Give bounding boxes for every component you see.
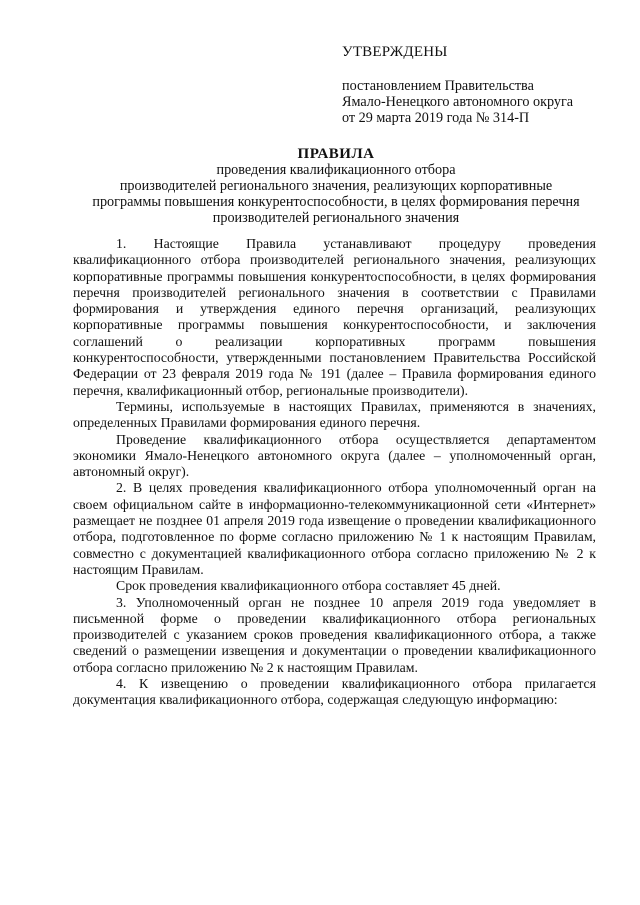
paragraph-2: 2. В целях проведения квалификационного отбора уполномоченный орган на своем официальном сайте в информационно-телекоммуникационной сети «Интернет» размещает не позднее 01 апреля 2019 года извещение о проведении квалификационного отбора, подготовленное по форме согласно приложению № 1 к настоящим Правилам, совместно с документацией квалификационного отбора согласно приложению № 2 к настоящим Правилам. xyxy=(73,480,596,577)
paragraph-1: 1. Настоящие Правила устанавливают процедуру проведения квалификационного отбора производителей регионального значения, реализующих корпоративные программы повышения конкурентоспособности, в целях формирования перечня производителей регионального значения в соответствии с Правилами формирования и утверждения единого перечня организаций, реализующих корпоративные программы повышения конкурентоспособности, и заключения соглашений о реализации корпоративных программ повышения конкурентоспособности, утвержденными постановлением Правительства Российской Федерации от 23 февраля 2019 года № 191 (далее – Правила формирования единого перечня, квалификационный отбор, региональные производители). xyxy=(73,236,596,398)
paragraph-terms: Термины, используемые в настоящих Правилах, применяются в значениях, определенных Правилами формирования единого перечня. xyxy=(73,398,596,431)
document-title: ПРАВИЛА xyxy=(297,146,375,162)
paragraph-duration: Срок проведения квалификационного отбора составляет 45 дней. xyxy=(116,578,501,594)
paragraph-authority: Проведение квалификационного отбора осуществляется департаментом экономики Ямало-Ненецкого автономного округа (далее – уполномоченный орган, автономный округ). xyxy=(73,431,596,480)
document-body xyxy=(73,236,596,709)
document-subtitle-line-4: производителей регионального значения xyxy=(212,210,460,226)
document-subtitle-line-2: производителей регионального значения, реализующих корпоративные xyxy=(119,178,553,194)
approval-line-date: от 29 марта 2019 года № 314-П xyxy=(342,110,530,126)
approval-line-government: Ямало-Ненецкого автономного округа xyxy=(342,94,574,110)
paragraph-3: 3. Уполномоченный орган не позднее 10 апреля 2019 года уведомляет в письменной форме о проведении квалификационного отбора региональных производителей с указанием сроков проведения квалификационного отбора, а также сведений о размещении извещения и документации о проведении квалификационного отбора согласно приложению № 2 к настоящим Правилам. xyxy=(73,594,596,675)
document-title-block xyxy=(40,146,632,226)
approval-line-resolution: постановлением Правительства xyxy=(342,78,534,94)
document-subtitle-line-1: проведения квалификационного отбора xyxy=(216,162,456,178)
approval-block xyxy=(342,44,622,126)
document-subtitle-line-3: программы повышения конкурентоспособности, в целях формирования перечня xyxy=(92,194,580,210)
paragraph-4: 4. К извещению о проведении квалификационного отбора прилагается документация квалификационного отбора, содержащая следующую информацию: xyxy=(73,676,596,708)
approval-heading: УТВЕРЖДЕНЫ xyxy=(342,44,448,60)
